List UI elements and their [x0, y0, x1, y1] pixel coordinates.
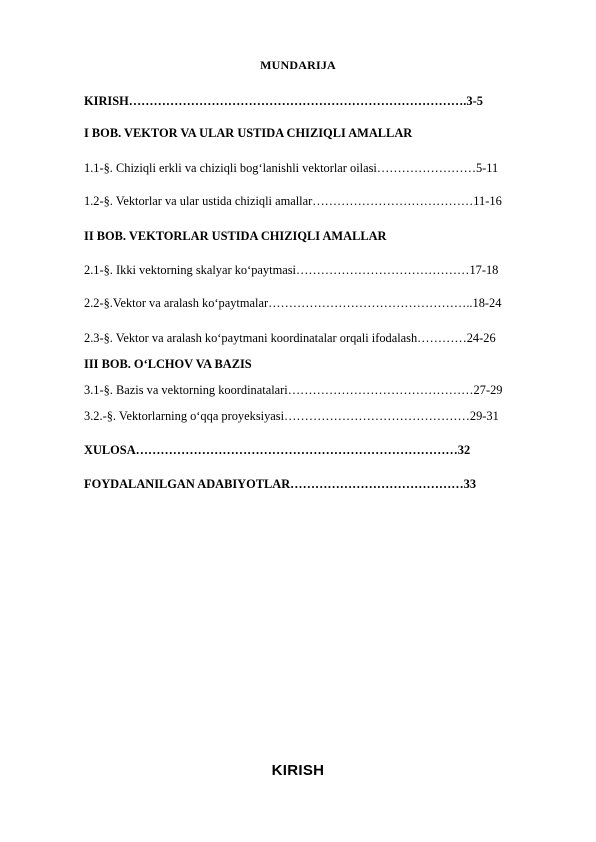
toc-entry-2-3: 2.3-§. Vektor va aralash ko‘paytmani koordinatalar orqali ifodalash…………24-26 — [84, 331, 496, 345]
toc-entry-1-1: 1.1-§. Chiziqli erkli va chiziqli bog‘lanishli vektorlar oilasi……………………5-11 — [84, 161, 499, 175]
toc-entry-3-1: 3.1-§. Bazis va vektorning koordinatalari………………………………………27-29 — [84, 383, 503, 397]
toc-entry-2-1: 2.1-§. Ikki vektorning skalyar ko‘paytmasi……………………………………17-18 — [84, 263, 499, 277]
page-title: MUNDARIJA — [260, 58, 336, 72]
toc-chapter-2: II BOB. VEKTORLAR USTIDA CHIZIQLI AMALLAR — [84, 229, 387, 243]
toc-entry-1-2: 1.2-§. Vektorlar va ular ustida chiziqli amallar…………………………………11-16 — [84, 194, 502, 208]
section-heading-kirish: KIRISH — [271, 762, 325, 779]
toc-chapter-1: I BOB. VEKTOR VA ULAR USTIDA CHIZIQLI AMALLAR — [84, 126, 413, 140]
toc-entry-kirish: KIRISH……………………………………………………………………….3-5 — [84, 94, 483, 108]
toc-entry-3-2: 3.2.-§. Vektorlarning o‘qqa proyeksiyasi………………………………………29-31 — [84, 409, 499, 423]
toc-entry-xulosa: XULOSA……………………………………………………………………32 — [84, 443, 471, 457]
toc-entry-foydalanilgan-adabiyotlar: FOYDALANILGAN ADABIYOTLAR……………………………………33 — [84, 477, 477, 491]
toc-entry-2-2: 2.2-§.Vektor va aralash ko‘paytmalar…………………………………………..18-24 — [84, 296, 502, 310]
toc-chapter-3: III BOB. O‘LCHOV VA BAZIS — [84, 357, 252, 371]
